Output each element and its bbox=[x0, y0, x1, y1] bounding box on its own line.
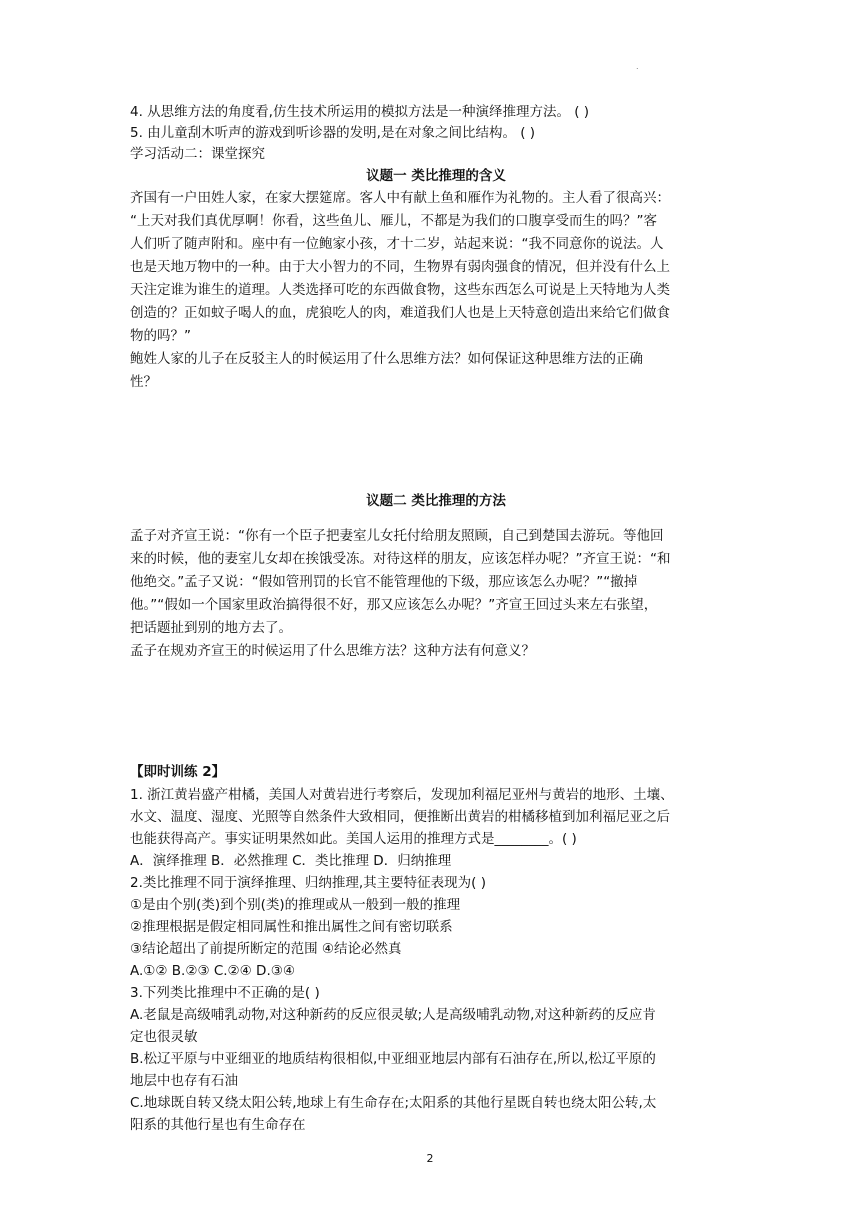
topic1-line: “上天对我们真优厚啊！你看，这些鱼儿、雁儿，不都是为我们的口腹享受而生的吗？”客 bbox=[130, 213, 657, 229]
training-line: ③结论超出了前提所断定的范围 ④结论必然真 bbox=[130, 941, 402, 957]
topic1-title: 议题一 类比推理的含义 bbox=[366, 168, 506, 184]
topic1-line: 物的吗？” bbox=[130, 328, 191, 344]
training-options: A.①② B.②③ C.②④ D.③④ bbox=[130, 963, 295, 979]
topic1-line: 人们听了随声附和。座中有一位鲍家小孩，才十二岁，站起来说：“我不同意你的说法。人 bbox=[130, 236, 664, 252]
training-line: 1. 浙江黄岩盛产柑橘，美国人对黄岩进行考察后，发现加利福尼亚州与黄岩的地形、土壤、 bbox=[130, 787, 674, 803]
topic2-question: 孟子在规劝齐宣王的时候运用了什么思维方法？这种方法有何意义？ bbox=[130, 643, 535, 659]
question-4: 4. 从思维方法的角度看,仿生技术所运用的模拟方法是一种演绎推理方法。 ( ) bbox=[130, 104, 590, 120]
training-line: B.松辽平原与中亚细亚的地质结构很相似,中亚细亚地层内部有石油存在,所以,松辽平原的 bbox=[130, 1051, 656, 1067]
training-line: 定也很灵敏 bbox=[130, 1029, 198, 1045]
training-options: A．演绎推理 B．必然推理 C．类比推理 D．归纳推理 bbox=[130, 853, 452, 869]
topic2-line: 把话题扯到别的地方去了。 bbox=[130, 620, 292, 636]
topic1-line: 齐国有一户田姓人家，在家大摆筵席。客人中有献上鱼和雁作为礼物的。主人看了很高兴： bbox=[130, 190, 670, 206]
training-line: 地层中也存有石油 bbox=[130, 1073, 238, 1089]
topic2-title: 议题二 类比推理的方法 bbox=[366, 493, 506, 509]
question-5: 5. 由儿童刮木听声的游戏到听诊器的发明,是在对象之间比结构。 ( ) bbox=[130, 125, 536, 141]
topic2-line: 孟子对齐宣王说：“你有一个臣子把妻室儿女托付给朋友照顾，自己到楚国去游玩。等他回 bbox=[130, 528, 664, 544]
topic2-line: 他。”“假如一个国家里政治搞得很不好，那又应该怎么办呢？”齐宣王回过头来左右张望， bbox=[130, 597, 658, 613]
training-line: A.老鼠是高级哺乳动物,对这种新药的反应很灵敏;人是高级哺乳动物,对这种新药的反应肯 bbox=[130, 1007, 656, 1023]
training-line: ①是由个别(类)到个别(类)的推理或从一般到一般的推理 bbox=[130, 897, 461, 913]
training-line: C.地球既自转又绕太阳公转,地球上有生命存在;太阳系的其他行星既自转也绕太阳公转,太 bbox=[130, 1095, 657, 1111]
activity-heading: 学习活动二：课堂探究 bbox=[130, 146, 265, 162]
top-mark: . bbox=[636, 62, 639, 71]
topic1-question: 性？ bbox=[130, 374, 157, 390]
training-line: ②推理根据是假定相同属性和推出属性之间有密切联系 bbox=[130, 919, 453, 935]
training-line: 2.类比推理不同于演绎推理、归纳推理,其主要特征表现为( ) bbox=[130, 875, 486, 891]
training-title: 【即时训练 2】 bbox=[130, 764, 226, 780]
topic2-line: 来的时候，他的妻室儿女却在挨饿受冻。对待这样的朋友，应该怎样办呢？”齐宣王说：“和 bbox=[130, 551, 671, 567]
page-number: 2 bbox=[426, 1152, 434, 1165]
training-line: 3.下列类比推理中不正确的是( ) bbox=[130, 985, 320, 1001]
training-line: 阳系的其他行星也有生命存在 bbox=[130, 1117, 306, 1133]
training-line: 水文、温度、湿度、光照等自然条件大致相同，便推断出黄岩的柑橘移植到加利福尼亚之后 bbox=[130, 809, 670, 825]
topic1-line: 天注定谁为谁生的道理。人类选择可吃的东西做食物，这些东西怎么可说是上天特地为人类 bbox=[130, 282, 670, 298]
topic1-question: 鲍姓人家的儿子在反驳主人的时候运用了什么思维方法？如何保证这种思维方法的正确 bbox=[130, 351, 643, 367]
topic1-line: 也是天地万物中的一种。由于大小智力的不同，生物界有弱肉强食的情况，但并没有什么上 bbox=[130, 259, 670, 275]
topic1-line: 创造的？正如蚊子喝人的血，虎狼吃人的肉，难道我们人也是上天特意创造出来给它们做食 bbox=[130, 305, 670, 321]
training-line: 也能获得高产。事实证明果然如此。美国人运用的推理方式是________。( ) bbox=[130, 831, 577, 847]
topic2-line: 他绝交。”孟子又说：“假如管刑罚的长官不能管理他的下级，那应该怎么办呢？”“撤掉 bbox=[130, 574, 638, 590]
